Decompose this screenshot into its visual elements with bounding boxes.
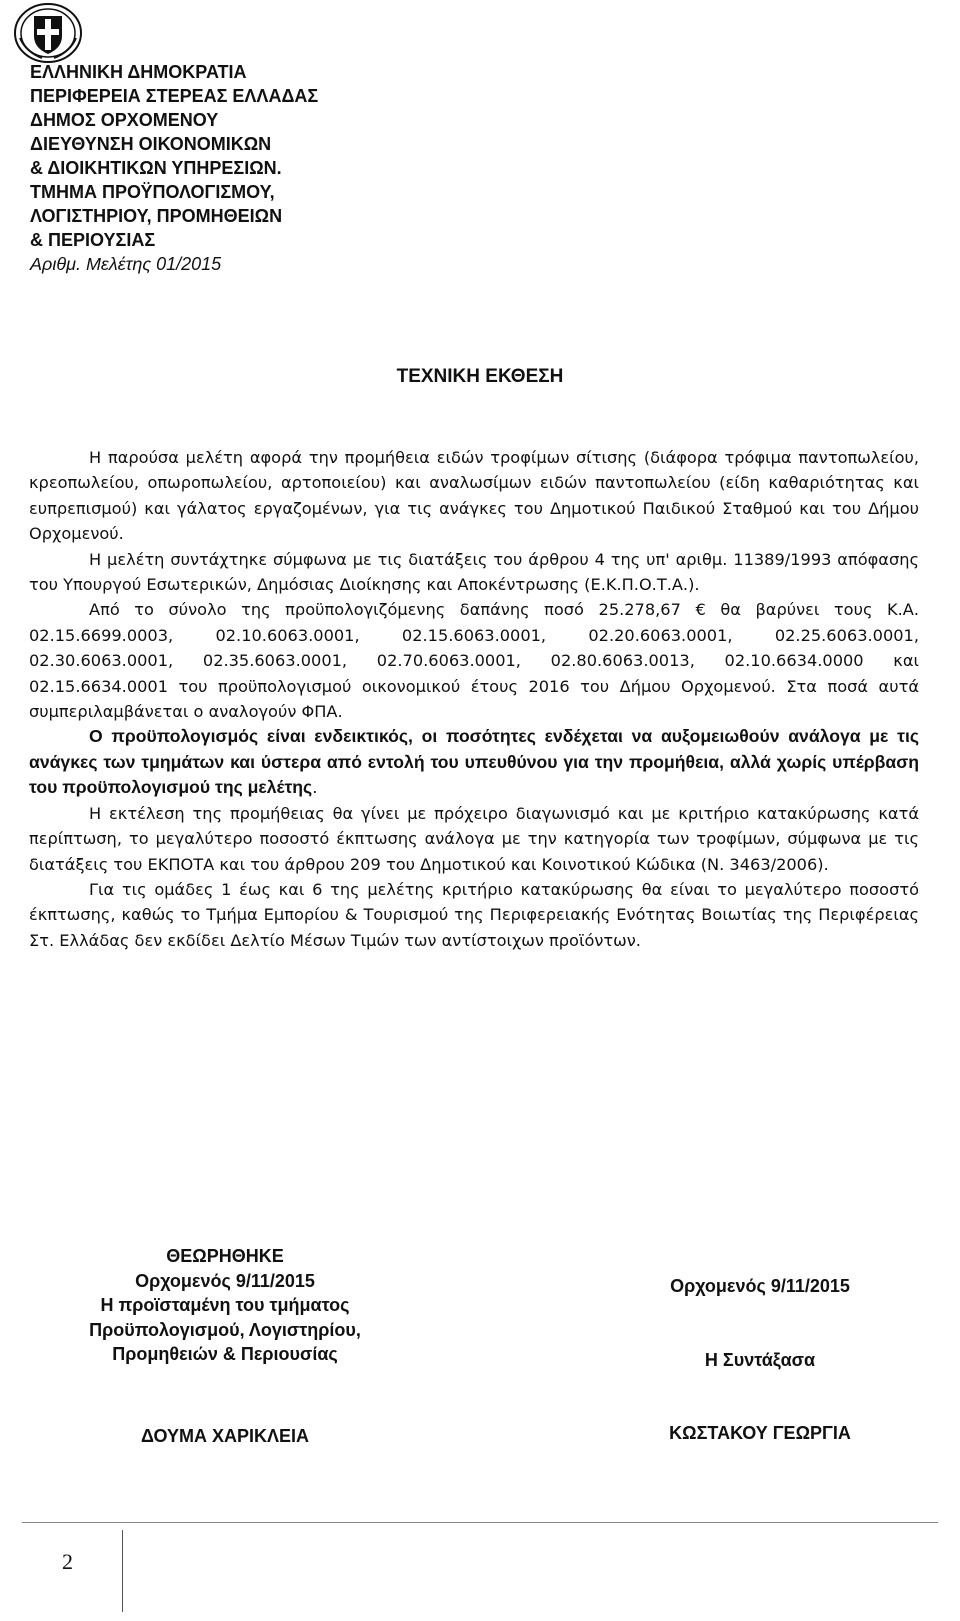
place-date: Ορχομενός 9/11/2015 (670, 1276, 850, 1296)
signer-role: Προϋπολογισμού, Λογιστηρίου, (89, 1319, 361, 1340)
header-line: ΠΕΡΙΦΕΡΕΙΑ ΣΤΕΡΕΑΣ ΕΛΛΑΔΑΣ (30, 86, 319, 106)
approval-label: ΘΕΩΡΗΘΗΚΕ (166, 1246, 284, 1266)
paragraph-award-criterion: Για τις ομάδες 1 έως και 6 της μελέτης κριτήριο κατακύρωσης θα είναι το μεγαλύτερο ποσοστό έκπτωσης, καθώς το Τμήμα Εμπορίου & Τουρισμού της Περιφερειακής Ενότητας Βοιωτίας της Περιφέρειας Στ. Ελλάδας δεν εκδίδει Δελτίο Μέσων Τιμών των αντίστοιχων προϊόντων. (29, 879, 919, 950)
signer-role: Η Συντάξασα (704, 1349, 816, 1370)
signer-role: Προμηθειών & Περιουσίας (112, 1344, 338, 1364)
study-reference: Αριθμ. Μελέτης 01/2015 (30, 254, 222, 274)
signer-name: ΚΩΣΤΑΚΟΥ ΓΕΩΡΓΙΑ (669, 1423, 851, 1443)
paragraph-indicative-budget (29, 724, 919, 800)
paragraph-procedure: Η εκτέλεση της προμήθειας θα γίνει με πρόχειρο διαγωνισμό και με κριτήριο κατακύρωσης κατά περίπτωση, το μεγαλύτερο ποσοστό έκπτωσης ανάλογα με την κατηγορία των τροφίμων, σύμφωνα με τις διατάξεις του ΕΚΠΟΤΑ και του άρθρου 209 του Δημοτικού και Κοινοτικού Κώδικα (Ν. 3463/2006). (29, 803, 919, 874)
signer-role: Η προϊσταμένη του τμήματος (100, 1295, 350, 1315)
indicative-budget-bold-text: Ο προϋπολογισμός είναι ενδεικτικός, οι ποσότητες ενδέχεται να αυξομειωθούν ανάλογα με τις ανάγκες των τμημάτων και ύστερα από εντολή του υπευθύνου για την προμήθεια, αλλά χωρίς υπέρβαση του προϋπολογισμού της μελέτης (29, 726, 919, 798)
document-title: ΤΕΧΝΙΚΗ ΕΚΘΕΣΗ (396, 366, 564, 387)
signer-name: ΔΟΥΜΑ ΧΑΡΙΚΛΕΙΑ (141, 1425, 309, 1446)
paragraph-budget: Από το σύνολο της προϋπολογιζόμενης δαπάνης ποσό 25.278,67 € θα βαρύνει τους Κ.Α. 02.15.6699.0003, 02.10.6063.0001, 02.15.6063.0001, 02.20.6063.0001, 02.25.6063.0001, 02.30.6063.0001, 02.35.6063.0001, 02.70.6063.0001, 02.80.6063.0013, 02.10.6634.0000 και 02.15.6634.0001 του προϋπολογισμού οικονομικού έτους 2016 του Δήμου Ορχομενού. Στα ποσά αυτά συμπεριλαμβάνεται ο αναλογούν ΦΠΑ. (29, 600, 919, 722)
header-line: ΕΛΛΗΝΙΚΗ ΔΗΜΟΚΡΑΤΙΑ (30, 62, 247, 82)
header-line: ΔΙΕΥΘΥΝΣΗ ΟΙΚΟΝΟΜΙΚΩΝ (30, 134, 272, 154)
header-line: ΤΜΗΜΑ ΠΡΟΫΠΟΛΟΓΙΣΜΟΥ, (30, 182, 275, 202)
page-number-box (30, 1530, 123, 1612)
header-line: ΛΟΓΙΣΤΗΡΙΟΥ, ΠΡΟΜΗΘΕΙΩΝ (30, 206, 283, 226)
paragraph-legal-basis: Η μελέτη συντάχτηκε σύμφωνα με τις διατάξεις του άρθρου 4 της υπ' αριθμ. 11389/1993 απόφασης του Υπουργού Εσωτερικών, Δημόσιας Διοίκησης και Αποκέντρωσης (Ε.Κ.Π.Ο.Τ.Α.). (29, 549, 919, 595)
document-body (29, 445, 919, 953)
indicative-budget-end: . (312, 778, 318, 798)
signature-block-author (600, 1274, 920, 1446)
signature-block-approver (30, 1244, 420, 1448)
footer-divider (22, 1522, 938, 1523)
issuer-header (30, 60, 318, 276)
place-date: Ορχομενός 9/11/2015 (135, 1270, 315, 1291)
header-line: & ΔΙΟΙΚΗΤΙΚΩΝ ΥΠΗΡΕΣΙΩΝ. (30, 158, 282, 178)
header-line: ΔΗΜΟΣ ΟΡΧΟΜΕΝΟΥ (30, 110, 219, 130)
greek-emblem-icon (12, 2, 84, 64)
paragraph-subject: Η παρούσα μελέτη αφορά την προμήθεια ειδών τροφίμων σίτισης (διάφορα τρόφιμα παντοπωλείου, κρεοπωλείου, οπωροπωλείου, αρτοποιείου) και αναλωσίμων ειδών παντοπωλείου (είδη καθαριότητας και ευπρεπισμού) και γάλατος εργαζομένων, για τις ανάγκες του Δημοτικού Παιδικού Σταθμού και του Δήμου Ορχομενού. (29, 448, 919, 544)
header-line: & ΠΕΡΙΟΥΣΙΑΣ (30, 230, 156, 250)
page-number: 2 (62, 1549, 73, 1574)
